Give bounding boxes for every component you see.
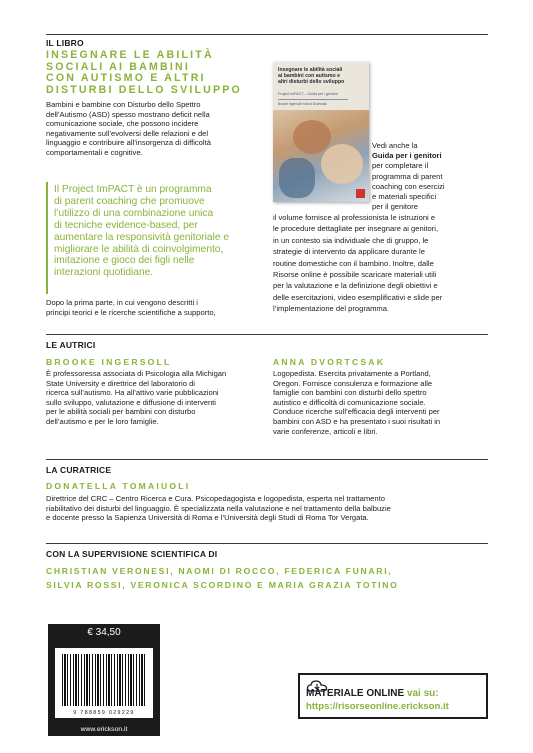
bio-line: riabilitativo dei disturbi del linguaggio. È specializzata nella valutazione e nel trattamento della balbuzie	[46, 503, 391, 513]
cover-divider	[278, 99, 348, 100]
online-url[interactable]: https://risorseonline.erickson.it	[306, 701, 449, 712]
book-after-quote	[46, 298, 272, 317]
book-pull-quote	[54, 184, 264, 279]
author-name-dvortcsak: ANNA DVORTCSAK	[273, 357, 386, 367]
intro-line: comportamentali e cognitive.	[46, 147, 143, 157]
continuation-line: Risorse online è possibile scaricare materiali utili	[273, 270, 437, 280]
barcode-bars	[62, 654, 146, 706]
bio-line: Direttrice del CRC – Centro Ricerca e Cura. Psicopedagogista e logopedista, esperta nel trattamento	[46, 494, 385, 503]
bio-line: famiglie con bambini con disturbi dello spettro	[273, 388, 427, 398]
book-title-line: CON AUTISMO E ALTRI	[46, 72, 206, 84]
supervisors-list	[46, 565, 496, 592]
bio-line: Conduce ricerche sull’efficacia degli interventi per	[273, 407, 440, 417]
price-label: € 34,50	[87, 627, 121, 638]
book-title-line: INSEGNARE LE ABILITÀ	[46, 49, 214, 61]
quote-line: aumentare la responsività genitoriale e	[54, 231, 229, 243]
after-line: principi teorici e le ricerche scientifiche a supporto,	[46, 307, 216, 317]
bio-line: ricerca sull’autismo. Ha all’attivo varie pubblicazioni	[46, 388, 219, 398]
after-line: Dopo la prima parte, in cui vengono descritti i	[46, 298, 198, 307]
quote-line: interazioni quotidiane.	[54, 267, 154, 279]
continuation-line: il volume fornisce al professionista le istruzioni e	[273, 213, 436, 222]
supervisors-line: CHRISTIAN VERONESI, NAOMI DI ROCCO, FEDERICA FUNARI,	[46, 566, 393, 576]
cover-photo-shape	[293, 120, 331, 154]
bio-line: varie conferenze, articoli e libri.	[273, 426, 378, 436]
cover-photo-shape	[321, 144, 363, 184]
bio-line: e docente presso la Sapienza Università di Roma e l’Università degli Studi di Roma Tor Vergata.	[46, 513, 369, 523]
book-title-line: DISTURBI DELLO SVILUPPO	[46, 83, 242, 96]
note-guide-title: Guida per i genitori	[372, 151, 442, 161]
publisher-logo	[356, 189, 365, 198]
supervisors-line: SILVIA ROSSI, VERONICA SCORDINO E MARIA GRAZIA TOTINO	[46, 579, 399, 590]
intro-line: Bambini e bambine con Disturbo dello Spettro	[46, 100, 201, 109]
author-bio-ingersoll	[46, 369, 268, 427]
note-line: e materiali specifici	[372, 192, 437, 202]
cover-photo-shape	[279, 158, 315, 198]
note-line: per il genitore	[372, 202, 419, 212]
bio-line: Oregon. Fornisce consulenza e formazione alle	[273, 378, 433, 388]
curator-bio	[46, 494, 496, 523]
book-title-line: SOCIALI AI BAMBINI	[46, 60, 190, 73]
online-label-suffix: vai su:	[406, 688, 439, 699]
author-bio-dvortcsak	[273, 369, 489, 436]
publisher-website: www.erickson.it	[80, 726, 128, 733]
book-title	[46, 50, 272, 96]
quote-line: di parent coaching che promuove	[54, 195, 205, 207]
cover-subtitle: Project ImPACT – Guida per i genitori	[278, 92, 338, 96]
section-heading-book: IL LIBRO	[46, 38, 84, 48]
section-divider	[46, 543, 488, 544]
price-barcode-box	[48, 624, 160, 736]
quote-bar	[46, 182, 48, 294]
bio-line: È professoressa associata di Psicologia alla Michigan	[46, 369, 227, 378]
section-heading-authors: LE AUTRICI	[46, 340, 96, 350]
curator-name: DONATELLA TOMAIUOLI	[46, 481, 191, 491]
quote-line: migliorare le abilità di coinvolgimento,	[54, 243, 224, 255]
online-label	[306, 688, 439, 699]
bio-line: bambini con ASD e ha presentato i suoi risultati in	[273, 416, 441, 426]
bio-line: dell’autismo e per le loro famiglie.	[46, 416, 159, 426]
cover-title-line: altri disturbi dello sviluppo	[278, 78, 345, 85]
bio-line: autistico e difficoltà di comunicazione sociale.	[273, 397, 426, 407]
cover-title	[278, 68, 364, 85]
book-continuation	[273, 212, 493, 315]
section-divider	[46, 34, 488, 35]
continuation-line: l’implementazione del programma.	[273, 304, 390, 314]
isbn-barcode	[55, 648, 153, 718]
bio-line: sullo sviluppo, valutazione e diffusione di interventi	[46, 397, 216, 407]
intro-line: linguaggio e contribuire all’insorgenza di difficoltà	[46, 138, 211, 148]
continuation-line: per la valutazione e la definizione degli obiettivi e	[273, 281, 438, 291]
note-line: Vedi anche la	[372, 141, 418, 150]
section-heading-curator: LA CURATRICE	[46, 465, 112, 475]
continuation-line: in un contesto sia individuale che di gruppo, le	[273, 235, 429, 245]
parents-guide-note	[372, 141, 488, 212]
barcode-number: 9 788859 029229	[73, 710, 135, 716]
book-intro	[46, 100, 272, 158]
quote-line: imitazione e gioco dei figli nelle	[54, 255, 195, 267]
author-name-ingersoll: BROOKE INGERSOLL	[46, 357, 172, 367]
quote-line: di tecniche evidence-based, per	[54, 219, 198, 231]
intro-line: comunicazione sociale, che possono incidere	[46, 119, 199, 129]
section-divider	[46, 334, 488, 335]
note-line: per completare il	[372, 161, 429, 171]
section-divider	[46, 459, 488, 460]
online-materials-box	[298, 673, 488, 719]
bio-line: State University e direttrice del laboratorio di	[46, 378, 195, 388]
intro-line: negativamente sull’evolversi delle relazioni e del	[46, 128, 209, 138]
continuation-line: routine domestiche con il bambino. Inoltre, dalle	[273, 258, 434, 268]
bio-line: per le abilità sociali per bambini con disturbo	[46, 407, 196, 417]
cover-title-line: ai bambini con autismo e	[278, 72, 340, 79]
continuation-line: strategie di intervento da applicare durante le	[273, 247, 425, 257]
section-heading-supervision: CON LA SUPERVISIONE SCIENTIFICA DI	[46, 549, 218, 559]
continuation-line: le procedure dettagliate per insegnare ai genitori,	[273, 224, 439, 234]
book-cover-image	[273, 62, 369, 202]
online-label-text: MATERIALE ONLINE	[306, 688, 405, 699]
bio-line: Logopedista. Esercita privatamente a Portland,	[273, 369, 431, 378]
continuation-line: delle esercitazioni, video esemplificativi e slide per	[273, 292, 443, 302]
quote-line: Il Project ImPACT è un programma	[54, 184, 212, 195]
intro-line: dell’Autismo (ASD) spesso mostrano deficit nella	[46, 109, 210, 119]
note-line: coaching con esercizi	[372, 181, 445, 191]
cover-authors: Brooke Ingersoll e Anna Dvortcsak	[278, 102, 327, 106]
quote-line: l’utilizzo di una combinazione unica	[54, 207, 214, 219]
note-line: programma di parent	[372, 171, 443, 181]
cover-title-line: Insegnare le abilità sociali	[278, 67, 343, 73]
